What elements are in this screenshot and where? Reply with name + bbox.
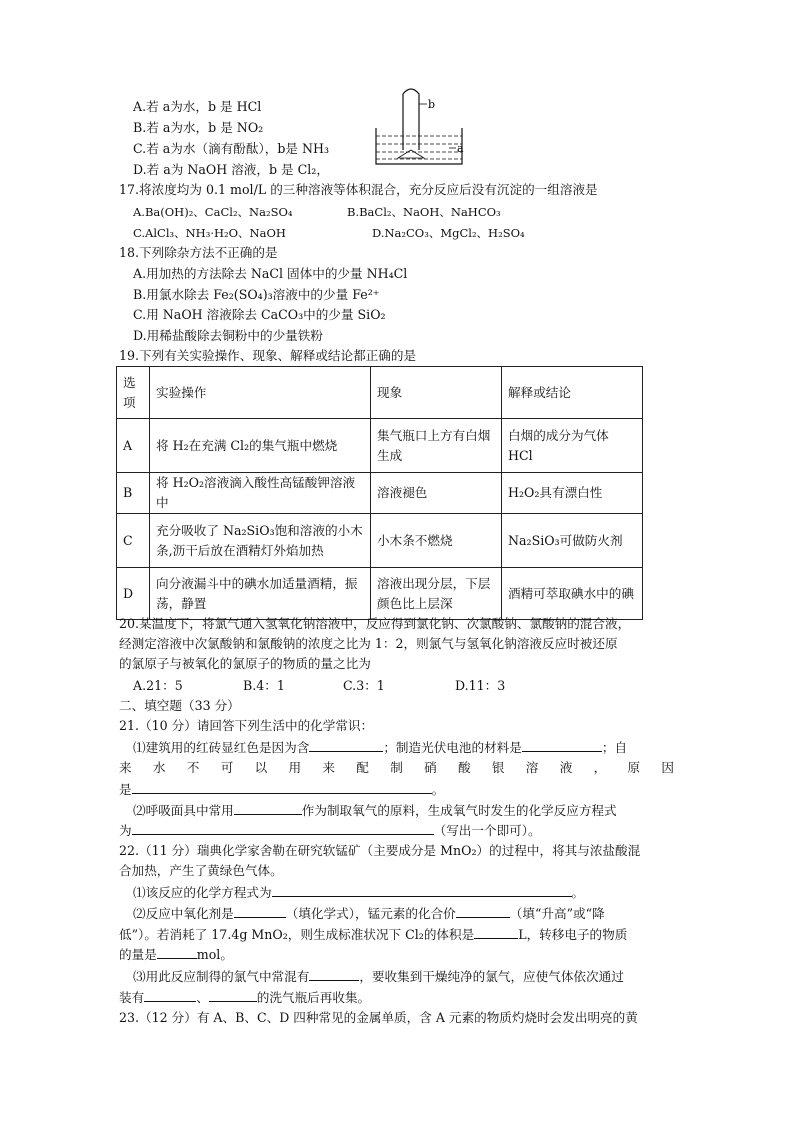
q22-part3-line1 — [133, 966, 624, 987]
blank[interactable] — [522, 737, 602, 752]
fig-label-b: b — [428, 98, 436, 111]
q22-part1 — [133, 882, 584, 903]
q21-p1-line3-b: 。 — [431, 782, 445, 797]
q21-part1-line1 — [133, 737, 627, 758]
blank[interactable] — [474, 924, 518, 939]
q18-option-d: D.用稀盐酸除去铜粉中的少量铁粉 — [133, 328, 323, 343]
q22-p3-line2-a: 装有 — [119, 990, 145, 1005]
header-option: 选项 — [117, 367, 150, 419]
blank[interactable] — [209, 987, 257, 1002]
blank[interactable] — [309, 737, 383, 752]
q22-p3-text-a: ⑶用此反应制得的氯气中常混有 — [133, 969, 310, 984]
table-row — [117, 568, 643, 620]
table-header-row — [117, 367, 643, 419]
q21-part1-line2: 来 水 不 可 以 用 来 配 制 硝 酸 银 溶 液 ， 原 因 — [119, 760, 674, 775]
q16-option-a: A.若 a为水，b 是 HCl — [133, 99, 262, 114]
q18-option-b: B.用氯水除去 Fe₂(SO₄)₃溶液中的少量 Fe²⁺ — [133, 287, 380, 302]
q22-part2-line2 — [119, 924, 627, 945]
row-phenomenon: 溶液褪色 — [371, 473, 502, 514]
q22-part3-line2 — [119, 987, 370, 1008]
row-conclusion: 酒精可萃取碘水中的碘 — [502, 568, 643, 620]
row-conclusion: H₂O₂具有漂白性 — [502, 473, 643, 514]
q22-line2: 合加热，产生了黄绿色气体。 — [119, 863, 283, 878]
gas-absorption-apparatus — [370, 84, 480, 170]
q22-p2-text-c: （填“升高”或“降 — [509, 906, 605, 921]
q22-p3-line2-c: 的洗气瓶后再收集。 — [256, 990, 371, 1005]
row-operation: 将 H₂O₂溶液滴入酸性高锰酸钾溶液中 — [150, 473, 371, 514]
q20-line2: 经测定溶液中次氯酸钠和氯酸钠的浓度之比为 1：2，则氯气与氢氧化钠溶液反应时被还原 — [119, 636, 618, 651]
q21-p1-text-c: ；自 — [601, 740, 628, 755]
row-conclusion: Na₂SiO₃可做防火剂 — [502, 514, 643, 568]
row-option: C — [117, 514, 150, 568]
blank[interactable] — [234, 800, 302, 815]
blank[interactable] — [234, 903, 286, 918]
row-phenomenon: 溶液出现分层，下层颜色比上层深 — [371, 568, 502, 620]
q20-option-c: C.3：1 — [343, 678, 385, 693]
q21-p2-text-b: 作为制取氧气的原料，生成氧气时发生的化学反应方程式 — [301, 803, 617, 818]
blank[interactable] — [144, 987, 196, 1002]
header-conclusion: 解释或结论 — [502, 367, 643, 419]
q21-p2-text-a: ⑵呼吸面具中常用 — [133, 803, 234, 818]
q17-option-b: B.BaCl₂、NaOH、NaHCO₃ — [347, 205, 501, 219]
table-row — [117, 419, 643, 473]
q20-option-a: A.21：5 — [133, 678, 183, 693]
row-phenomenon: 小木条不燃烧 — [371, 514, 502, 568]
row-conclusion: 白烟的成分为气体 HCl — [502, 419, 643, 473]
row-option: D — [117, 568, 150, 620]
q22-p2-text-b: （填化学式），锰元素的化合价 — [285, 906, 456, 921]
header-phenomenon: 现象 — [371, 367, 502, 419]
q16-option-b: B.若 a为水，b 是 NO₂ — [133, 120, 264, 135]
q21-p1-line3-a: 是 — [119, 782, 132, 797]
q18-option-c: C.用 NaOH 溶液除去 CaCO₃中的少量 SiO₂ — [133, 307, 386, 322]
q22-line1: 22.（11 分）瑞典化学家舍勒在研究软锰矿（主要成分是 MnO₂）的过程中，将其与浓盐酸混 — [119, 843, 641, 858]
section-fill-blank-title: 二、填空题（33 分） — [119, 698, 240, 713]
q20-option-b: B.4：1 — [243, 678, 285, 693]
q16-option-d: D.若 a为 NaOH 溶液，b 是 Cl₂， — [133, 162, 329, 177]
q22-p2-line3-b: mol。 — [196, 947, 233, 962]
q19-table — [116, 366, 643, 620]
blank[interactable] — [309, 966, 359, 981]
q22-p2-line2-a: 低”）。若消耗了 17.4g MnO₂，则生成标准状况下 Cl₂的体积是 — [119, 927, 475, 942]
q22-part2-line1 — [133, 903, 605, 924]
q20-line1: 20.某温度下，将氯气通入氢氧化钠溶液中，反应得到氯化钠、次氯酸钠、氯酸钠的混合液， — [119, 616, 631, 631]
q17-stem: 17.将浓度均为 0.1 mol/L 的三种溶液等体积混合，充分反应后没有沉淀的一组溶液是 — [119, 182, 598, 197]
q22-p2-text-a: ⑵反应中氧化剂是 — [133, 906, 234, 921]
q18-stem: 18.下列除杂方法不正确的是 — [119, 245, 278, 260]
q20-option-d: D.11：3 — [455, 678, 506, 693]
q17-option-c: C.AlCl₃、NH₃·H₂O、NaOH — [133, 226, 286, 240]
row-phenomenon: 集气瓶口上方有白烟生成 — [371, 419, 502, 473]
q22-p1-text-b: 。 — [571, 885, 585, 900]
q22-part2-line3 — [119, 944, 233, 965]
table-row — [117, 473, 643, 514]
q22-p2-line2-b: L，转移电子的物质 — [518, 927, 628, 942]
q21-part2-line1 — [133, 800, 617, 821]
header-operation: 实验操作 — [150, 367, 371, 419]
q22-p2-line3-a: 的量是 — [119, 947, 157, 962]
q21-p1-text-a: ⑴建筑用的红砖显红色是因为含 — [133, 740, 310, 755]
table-row — [117, 514, 643, 568]
row-option: B — [117, 473, 150, 514]
blank[interactable] — [132, 820, 434, 835]
blank[interactable] — [157, 944, 197, 959]
q17-option-a: A.Ba(OH)₂、CaCl₂、Na₂SO₄ — [133, 205, 293, 219]
row-option: A — [117, 419, 150, 473]
q21-stem: 21.（10 分）请回答下列生活中的化学常识： — [119, 718, 374, 733]
row-operation: 将 H₂在充满 Cl₂的集气瓶中燃烧 — [150, 419, 371, 473]
q23-line1: 23.（12 分）有 A、B、C、D 四种常见的金属单质，含 A 元素的物质灼烧时会发出明亮的黄 — [119, 1010, 638, 1025]
q21-p2-text-d: （写出一个即可）。 — [433, 823, 541, 838]
row-operation: 充分吸收了 Na₂SiO₃饱和溶液的小木条,沥干后放在酒精灯外焰加热 — [150, 514, 371, 568]
q18-option-a: A.用加热的方法除去 NaCl 固体中的少量 NH₄Cl — [133, 266, 408, 281]
q19-stem: 19.下列有关实验操作、现象、解释或结论都正确的是 — [119, 348, 417, 363]
q21-part2-line2 — [119, 820, 541, 841]
blank[interactable] — [456, 903, 510, 918]
q17-option-d: D.Na₂CO₃、MgCl₂、H₂SO₄ — [372, 226, 525, 240]
q22-p3-line2-b: 、 — [196, 990, 209, 1005]
blank[interactable] — [132, 779, 432, 794]
apparatus-drawing — [370, 84, 480, 170]
q22-p3-text-b: ，要收集到干燥纯净的氯气，应使气体依次通过 — [359, 969, 624, 984]
q20-line3: 的氯原子与被氧化的氯原子的物质的量之比为 — [119, 656, 371, 671]
fig-label-a: a — [457, 142, 464, 155]
q22-p1-text-a: ⑴该反应的化学方程式为 — [133, 885, 272, 900]
blank[interactable] — [272, 882, 572, 897]
q21-part1-line3 — [119, 779, 444, 800]
q21-p1-text-b: ；制造光伏电池的材料是 — [383, 740, 522, 755]
row-operation: 向分液漏斗中的碘水加适量酒精，振荡，静置 — [150, 568, 371, 620]
q16-option-c: C.若 a为水（滴有酚酞），b是 NH₃ — [133, 141, 330, 156]
q21-p2-text-c: 为 — [119, 823, 132, 838]
